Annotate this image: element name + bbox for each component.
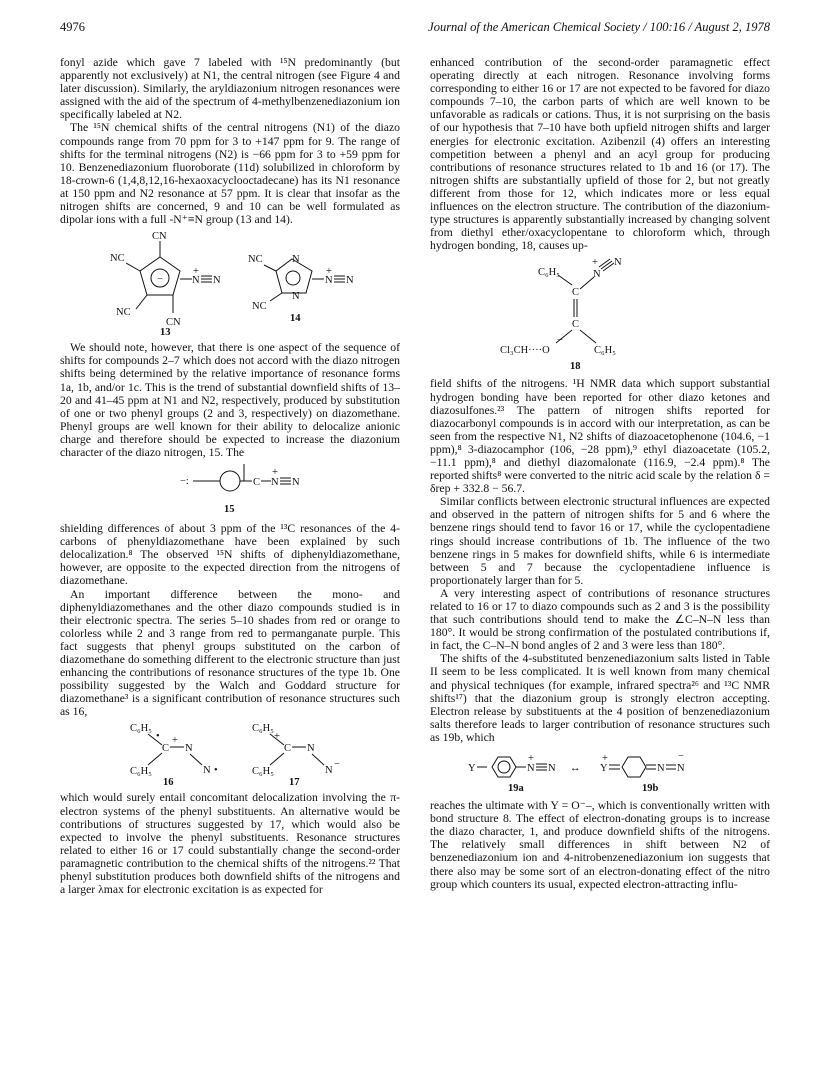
paragraph: which would surely entail concomitant delocalization involving the π-electron systems of the phenyl substituents. An alternative would be contributions of structures suggested by 17, which would also be expected to involve the phenyl substituents. Resonance structures related to either 16 or 17 could substantially change the second-order paramagnetic contribution to the chemical shifts of the nitrogens.²² That phenyl substitution produces both downfield shifts of the nitrogens and a larger λmax for electronic excitation is as expected for	[60, 791, 400, 897]
svg-text:C: C	[572, 287, 580, 299]
structure-18	[430, 255, 770, 373]
structure-16	[130, 723, 218, 787]
svg-text:13: 13	[160, 327, 171, 338]
page-header	[60, 20, 770, 38]
svg-text:NC: NC	[110, 253, 125, 265]
page-number: 4976	[60, 20, 85, 34]
svg-text:+: +	[592, 257, 598, 269]
svg-text:C₆H₅: C₆H₅	[252, 766, 274, 778]
svg-text:C₆H₅: C₆H₅	[594, 345, 616, 357]
svg-text:19a: 19a	[508, 783, 524, 795]
svg-text:C: C	[253, 477, 261, 489]
paragraph: An important difference between the mono- and diphenyldiazomethanes and the other diazo compounds studied is in their electronic spectra. The series 5–10 shades from red or orange to colorless while 2 and 3 range from red to permanganate purple. This fact suggests that phenyl groups substituted on the carbon of diazomethane do something different to the electronic structure than just enhancing the contributions of resonance structures of the type 1b. One possibility suggested by the Walch and Goddard structure for diazomethane³ is a significant contribution of resonance structures such as 16,	[60, 587, 400, 719]
svg-text:+: +	[602, 753, 608, 765]
svg-text:CN: CN	[152, 231, 167, 243]
paragraph: A very interesting aspect of contributions of resonance structures related to 16 or 17 to diazo compounds such as 2 and 3 is the possibility that such contributions should tend to make the ∠C–N–N less than 180°. It would be strong confirmation of the postulated contributions if, in fact, the C–N–N bond angles of 2 and 3 were less than 180°.	[430, 586, 770, 653]
paragraph: The ¹⁵N chemical shifts of the central nitrogens (N1) of the diazo compounds range from 70 ppm for 3 to +147 ppm for 9. The range of shifts for the terminal nitrogens (N2) is −66 ppm for 3 to +59 ppm for 10. Benzenediazonium fluoroborate (11d) solubilized in chloroform by 18-crown-6 (1,4,8,12,16-hexaoxacyclooctadecane) has its N1 resonance at 150 ppm and N2 resonance at 57 ppm. It is clear that insofar as the nitrogen shifts are concerned, 9 and 10 can be well formulated as dipolar ions with a full -N⁺≡N group (13 and 14).	[60, 121, 400, 227]
structures-13-14	[60, 229, 400, 337]
svg-text:+: +	[274, 731, 280, 743]
svg-text:N: N	[325, 765, 333, 777]
svg-text:N: N	[292, 254, 300, 266]
structure-14	[248, 254, 354, 324]
svg-text:N: N	[292, 291, 300, 303]
svg-text:N: N	[203, 765, 211, 777]
svg-text:N: N	[192, 275, 200, 287]
svg-text:N: N	[677, 763, 685, 775]
svg-text:C₆H₅: C₆H₅	[130, 766, 152, 778]
paragraph: shielding differences of about 3 ppm of the ¹³C resonances of the 4-carbons of phenyldiazomethane have been explained by such delocalization.⁸ The observed ¹⁵N shifts of diphenyldiazomethane, however, are opposite to the expected direction from the nitrogens of diazomethane.	[60, 522, 400, 588]
svg-text:Y: Y	[468, 763, 476, 775]
svg-text:N: N	[292, 477, 300, 489]
structure-19a	[468, 753, 556, 794]
paragraph: field shifts of the nitrogens. ¹H NMR data which support substantial hydrogen bonding have been reported for other diazo ketones and diazosulfones.²³ The pattern of nitrogen shifts reported for diazocarbonyl compounds is in accord with our interpretation, as can be seen from the respective N1, N2 shifts of diazoacetophenone (104.6, −1 ppm),⁸ 3-diazocamphor (106, −28 ppm),⁹ ethyl diazoacetate (105.2, −11.1 ppm),⁸ and diethyl diazomalonate (116.9, −2.4 ppm).⁸ The reported shifts⁸ were converted to the nitric acid scale by the relation δ = δrep + 332.8 − 56.7.	[430, 377, 770, 496]
svg-text:C₆H₅: C₆H₅	[538, 267, 560, 279]
svg-text:19b: 19b	[642, 783, 659, 795]
paragraph: reaches the ultimate with Y = O⁻–, which is conventionally written with bond structure 8. The effect of electron-donating groups is to increase the diazo character, 1, and produce downfield shifts of the nitrogens. The relatively small differences in shift between N2 of benzenediazonium ion and 4-nitrobenzenediazonium ion suggests that there also may be some sort of an electron-donating effect of the nitro group which counters its usual, expected electron-attracting influ-	[430, 799, 770, 891]
svg-text:•: •	[214, 765, 218, 777]
structures-16-17	[60, 721, 400, 787]
svg-text:N: N	[614, 257, 622, 269]
svg-text:14: 14	[290, 313, 301, 325]
svg-text:N: N	[346, 275, 354, 287]
svg-text:+: +	[272, 467, 278, 479]
paragraph: Similar conflicts between electronic structural influences are expected and observed in the pattern of nitrogen shifts for 5 and 6 where the benzene rings should tend to favor 16 or 17, while the cyclopentadiene rings should increase contributions of 1b. The influence of the two benzene rings in 5 makes for downfield shifts, while 6 is intermediate between 5 and 7 because the cyclopentadiene influence is proportionately larger than for 5.	[430, 495, 770, 587]
svg-text:Cl₃CH····O: Cl₃CH····O	[500, 345, 550, 357]
svg-text:N: N	[657, 763, 665, 775]
right-column	[430, 56, 770, 891]
svg-text:−: −	[157, 274, 163, 286]
svg-text:C₆H₅: C₆H₅	[130, 723, 152, 735]
resonance-arrow: ↔	[570, 763, 581, 775]
svg-text:•: •	[156, 731, 160, 743]
structure-15	[60, 462, 400, 518]
svg-text:N: N	[527, 763, 535, 775]
svg-text:17: 17	[289, 777, 300, 788]
svg-text:NC: NC	[248, 254, 263, 266]
svg-text:NC: NC	[252, 301, 267, 313]
svg-text:N: N	[213, 275, 221, 287]
paragraph: fonyl azide which gave 7 labeled with ¹⁵N predominantly (but apparently not exclusively) at N1, the central nitrogen (see Figure 4 and later discussion). Similarly, the aryldiazonium nitrogen resonances were assigned with the aid of the spectrum of 4-methylbenzenediazonium ion specifically labeled at N2.	[60, 56, 400, 122]
svg-text:−:: −:	[180, 476, 189, 488]
svg-text:C: C	[572, 319, 580, 331]
svg-text:C₆H₅: C₆H₅	[252, 723, 274, 735]
svg-text:N: N	[185, 743, 193, 755]
paragraph: The shifts of the 4-substituted benzenediazonium salts listed in Table II seem to be less complicated. It is well known from many chemical and physical techniques (for example, infrared spectra²⁶ and ¹³C NMR shifts¹⁷) that the diazonium group is strongly electron accepting. Electron release by substituents at the 4 position of benzenediazonium salts therefore leads to larger contribution of resonance structures such as 19b, which	[430, 652, 770, 744]
svg-text:NC: NC	[116, 307, 131, 319]
svg-text:16: 16	[163, 777, 174, 788]
svg-text:−: −	[678, 751, 684, 763]
svg-text:C: C	[284, 743, 292, 755]
structure-17	[252, 723, 340, 787]
paragraph: We should note, however, that there is one aspect of the sequence of shifts for compounds 2–7 which does not accord with the diazo nitrogen shifts being determined by the relative importance of resonance forms 1a, 1b, and/or 1c. This is the trend of substantial downfield shifts of 13–20 and 41–45 ppm at N1 and N2, respectively, produced by substitution of one or two phenyl groups (2 and 3, respectively) on diazomethane. Phenyl groups are well known for their ability to delocalize anionic charge and therefore should be expected to increase the diazonium character of the diazo nitrogen, 15. The	[60, 341, 400, 459]
svg-text:N: N	[548, 763, 556, 775]
structure-13	[110, 231, 221, 337]
svg-text:18: 18	[570, 361, 581, 373]
svg-text:Y: Y	[600, 763, 608, 775]
svg-text:CN: CN	[166, 317, 181, 329]
svg-text:+: +	[528, 753, 534, 765]
structures-19	[430, 747, 770, 795]
svg-text:N: N	[593, 269, 601, 281]
paragraph: enhanced contribution of the second-order paramagnetic effect operating directly at each nitrogen. Resonance involving forms corresponding to either 16 or 17 are not expected to be favored for diazo compounds 7–10, the carbon parts of which are well known to be unfavorable as radicals or cations. Thus, it is not surprising on the basis of our hypothesis that 7–10 have both upfield nitrogen shifts and larger energies for electronic excitation. Azibenzil (4) offers an interesting competition between a phenyl and an acyl group for producing contributions of resonance structures related to 1b and 16 (or 17). The nitrogen shifts are substantially upfield of those for 2, but not greatly different from those for 12, which indicates more or less equal influences on the electron structure. The contribution of the diazonium-type structures is apparently substantially increased by changing solvent from diethyl ether/oxacyclopentane to chloroform which, through hydrogen bonding, 18, causes up-	[430, 56, 770, 253]
svg-text:+: +	[326, 266, 332, 278]
svg-text:−: −	[557, 335, 563, 347]
svg-text:15: 15	[224, 504, 235, 516]
svg-text:−: −	[334, 759, 340, 771]
structure-19b	[600, 751, 685, 794]
svg-text:+: +	[193, 266, 199, 278]
svg-text:C: C	[162, 743, 170, 755]
svg-text:+: +	[172, 735, 178, 747]
svg-text:N: N	[271, 477, 279, 489]
journal-running-title: Journal of the American Chemical Society / 100:16 / August 2, 1978	[428, 20, 770, 34]
svg-text:N: N	[325, 275, 333, 287]
left-column	[60, 56, 400, 896]
svg-text:N: N	[307, 743, 315, 755]
